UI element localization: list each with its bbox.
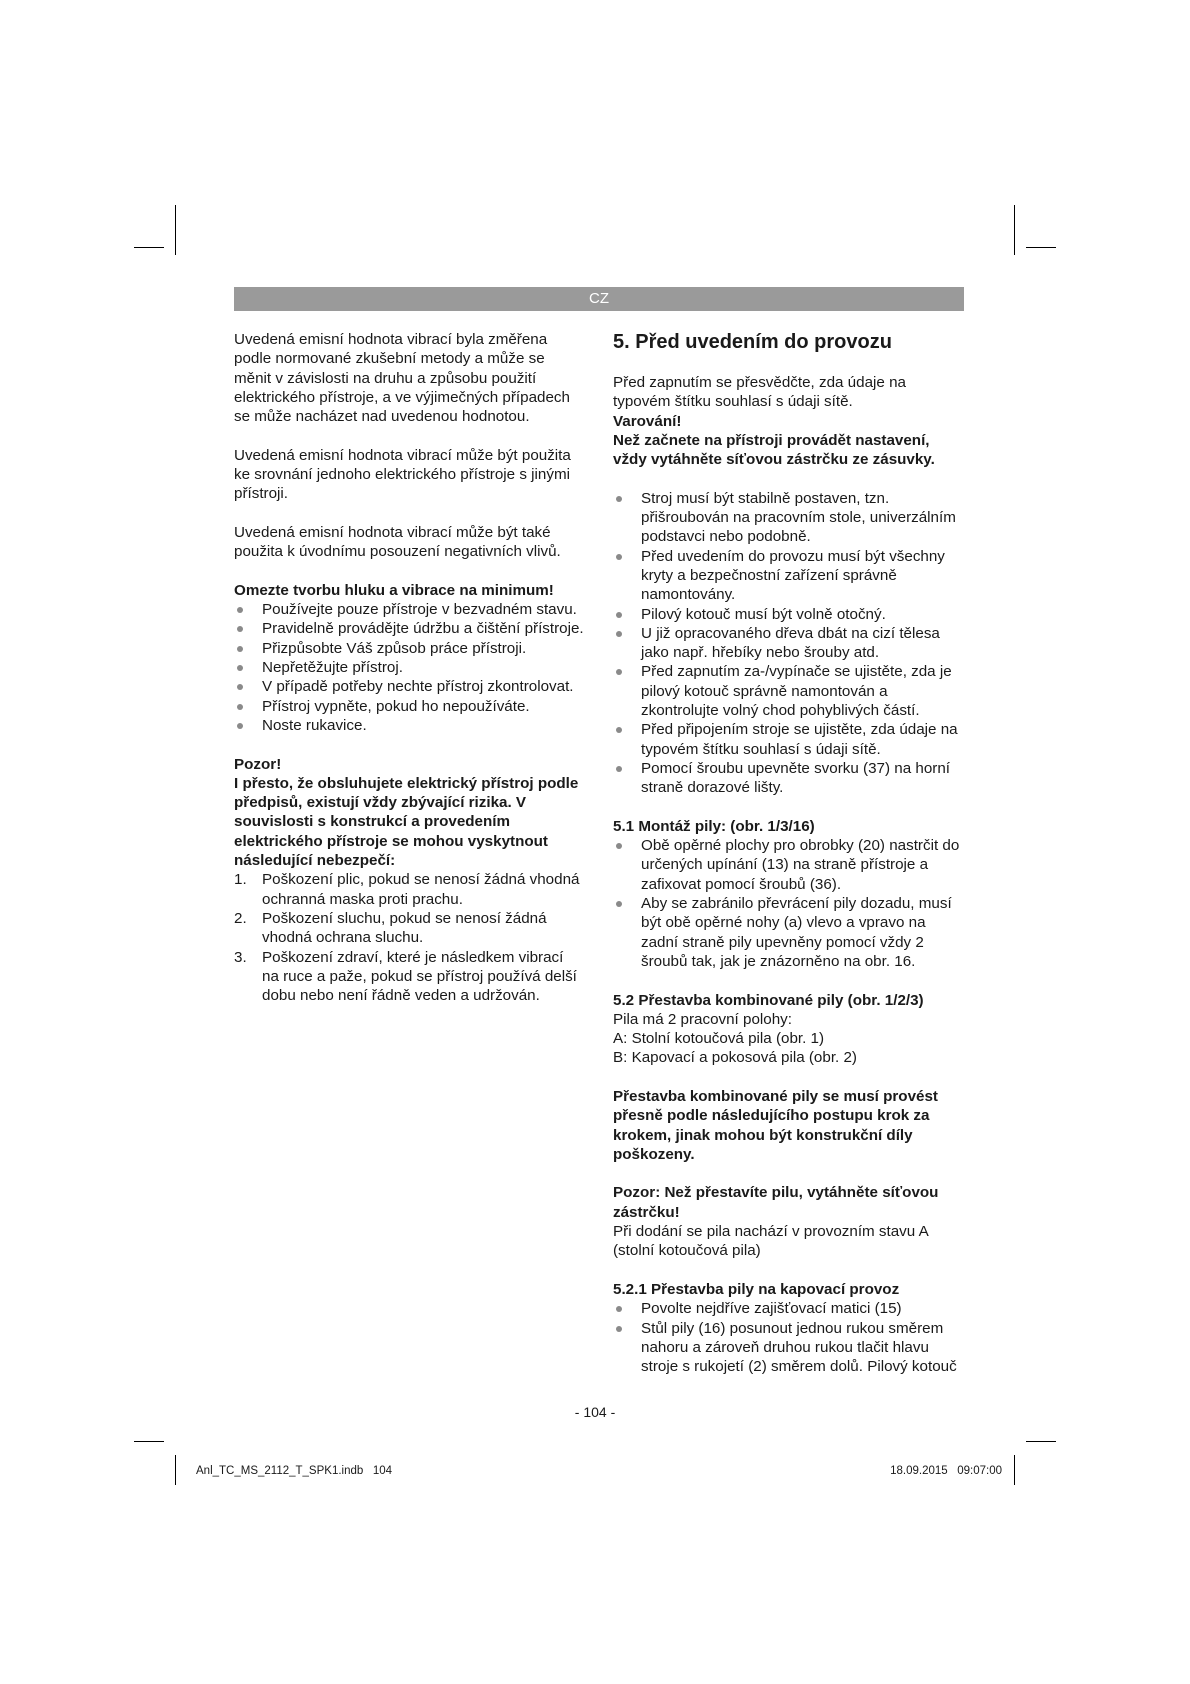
list-item: Používejte pouze přístroje v bezvadném stavu. (234, 600, 584, 619)
paragraph: Při dodání se pila nachází v provozním stavu A (stolní kotoučová pila) (613, 1223, 928, 1260)
list-item: Přístroj vypněte, pokud ho nepoužíváte. (234, 697, 584, 716)
paragraph: Před zapnutím se přesvědčte, zda údaje na typovém štítku souhlasí s údaji sítě. (613, 374, 906, 411)
subsection-heading: 5.1 Montáž pily: (obr. 1/3/16) (613, 817, 815, 835)
list-item: Noste rukavice. (234, 716, 584, 735)
list-item (234, 870, 584, 909)
paragraph: Pila má 2 pracovní polohy: (613, 1010, 792, 1028)
footer-file: Anl_TC_MS_2112_T_SPK1.indb 104 (196, 1465, 393, 1477)
caution-text: Pozor: Než přestavíte pilu, vytáhněte síťovou zástrčku! (613, 1184, 939, 1221)
list-item: Pravidelně provádějte údržbu a čištění přístroje. (234, 619, 584, 638)
subsection-heading: 5.2 Přestavba kombinované pily (obr. 1/2/3) (613, 991, 924, 1009)
warning-label: Varování! (613, 412, 682, 430)
language-bar: CZ (234, 287, 964, 311)
preparation-list (613, 489, 965, 798)
right-column (613, 330, 965, 1376)
list-item: Aby se zabránilo převrácení pily dozadu, musí být obě opěrné nohy (a) vlevo a vpravo na zadní straně pily upevněny pomocí vždy 2 šroubů tak, jak je znázorněno na obr. 16. (613, 894, 965, 971)
crop-mark (1014, 205, 1015, 255)
crop-mark (134, 1441, 164, 1442)
list-item: Před připojením stroje se ujistěte, zda údaje na typovém štítku souhlasí s údaji sítě. (613, 720, 965, 759)
assembly-list (613, 836, 965, 971)
noise-list (234, 600, 584, 735)
list-item: Před zapnutím za-/vypínače se ujistěte, zda je pilový kotouč správně namontován a zkontrolujte volný chod pohyblivých částí. (613, 662, 965, 720)
crop-mark (134, 247, 164, 248)
item-number: 1. (234, 871, 247, 889)
item-text: Poškození plic, pokud se nenosí žádná vhodná ochranná maska proti prachu. (262, 871, 580, 908)
warning-text: Než začnete na přístroji provádět nastavení, vždy vytáhněte síťovou zástrčku ze zásuvky. (613, 431, 935, 469)
page-number: - 104 - (574, 1404, 616, 1420)
list-item: Přizpůsobte Váš způsob práce přístroji. (234, 639, 584, 658)
list-item: Povolte nejdříve zajišťovací matici (15) (613, 1299, 965, 1318)
paragraph: A: Stolní kotoučová pila (obr. 1) (613, 1030, 825, 1048)
list-item: Pilový kotouč musí být volně otočný. (613, 605, 965, 624)
caution-text: I přesto, že obsluhujete elektrický přístroj podle předpisů, existují vždy zbývající rizika. V souvislosti s konstrukcí a provedením elektrického přístroje se mohou vyskytnout následující nebezpečí: (234, 774, 579, 870)
list-item (234, 948, 584, 1006)
paragraph: Uvedená emisní hodnota vibrací může být také použita k úvodnímu posouzení negativních vlivů. (234, 523, 561, 561)
risk-list (234, 870, 584, 1005)
list-item: Obě opěrné plochy pro obrobky (20) nastrčit do určených upínání (13) na straně přístroje a zafixovat pomocí šroubů (36). (613, 836, 965, 894)
conversion-list (613, 1299, 965, 1376)
paragraph: Uvedená emisní hodnota vibrací byla změřena podle normované zkušební metody a může se měnit v závislosti na druhu a způsobu použití elektrického přístroje, a ve výjimečných případech se může nacházet nad uvedenou hodnotou. (234, 331, 570, 426)
item-number: 2. (234, 909, 247, 927)
footer-timestamp: 18.09.2015 09:07:00 (890, 1465, 1002, 1477)
paragraph: Uvedená emisní hodnota vibrací může být použita ke srovnání jednoho elektrického přístroje s jinými přístroji. (234, 446, 571, 503)
noise-heading: Omezte tvorbu hluku a vibrace na minimum! (234, 581, 554, 599)
list-item (234, 909, 584, 948)
section-title: 5. Před uvedením do provozu (613, 331, 892, 353)
list-item: V případě potřeby nechte přístroj zkontrolovat. (234, 677, 584, 696)
item-text: Poškození sluchu, pokud se nenosí žádná vhodná ochrana sluchu. (262, 909, 547, 947)
item-number: 3. (234, 948, 247, 966)
crop-mark (1026, 247, 1056, 248)
list-item: Stůl pily (16) posunout jednou rukou směrem nahoru a zároveň druhou rukou tlačit hlavu stroje s rukojetí (2) směrem dolů. Pilový kotouč (613, 1319, 965, 1377)
crop-mark (175, 205, 176, 255)
caution-heading: Pozor! (234, 755, 282, 773)
bold-notice: Přestavba kombinované pily se musí provést přesně podle následujícího postupu krok za krokem, jinak mohou být konstrukční díly poškozeny. (613, 1087, 938, 1163)
list-item: Před uvedením do provozu musí být všechny kryty a bezpečnostní zařízení správně namontovány. (613, 547, 965, 605)
subsection-heading: 5.2.1 Přestavba pily na kapovací provoz (613, 1280, 900, 1298)
list-item: U již opracovaného dřeva dbát na cizí tělesa jako např. hřebíky nebo šrouby atd. (613, 624, 965, 663)
paragraph: B: Kapovací a pokosová pila (obr. 2) (613, 1049, 857, 1067)
item-text: Poškození zdraví, které je následkem vibrací na ruce a paže, pokud se přístroj používá delší dobu nebo není řádně veden a udržován. (262, 948, 577, 1005)
list-item: Stroj musí být stabilně postaven, tzn. přišroubován na pracovním stole, univerzálním podstavci nebo podobně. (613, 489, 965, 547)
left-column (234, 330, 584, 1005)
crop-mark (1014, 1455, 1015, 1485)
crop-mark (175, 1455, 176, 1485)
list-item: Nepřetěžujte přístroj. (234, 658, 584, 677)
list-item: Pomocí šroubu upevněte svorku (37) na horní straně dorazové lišty. (613, 759, 965, 798)
crop-mark (1026, 1441, 1056, 1442)
